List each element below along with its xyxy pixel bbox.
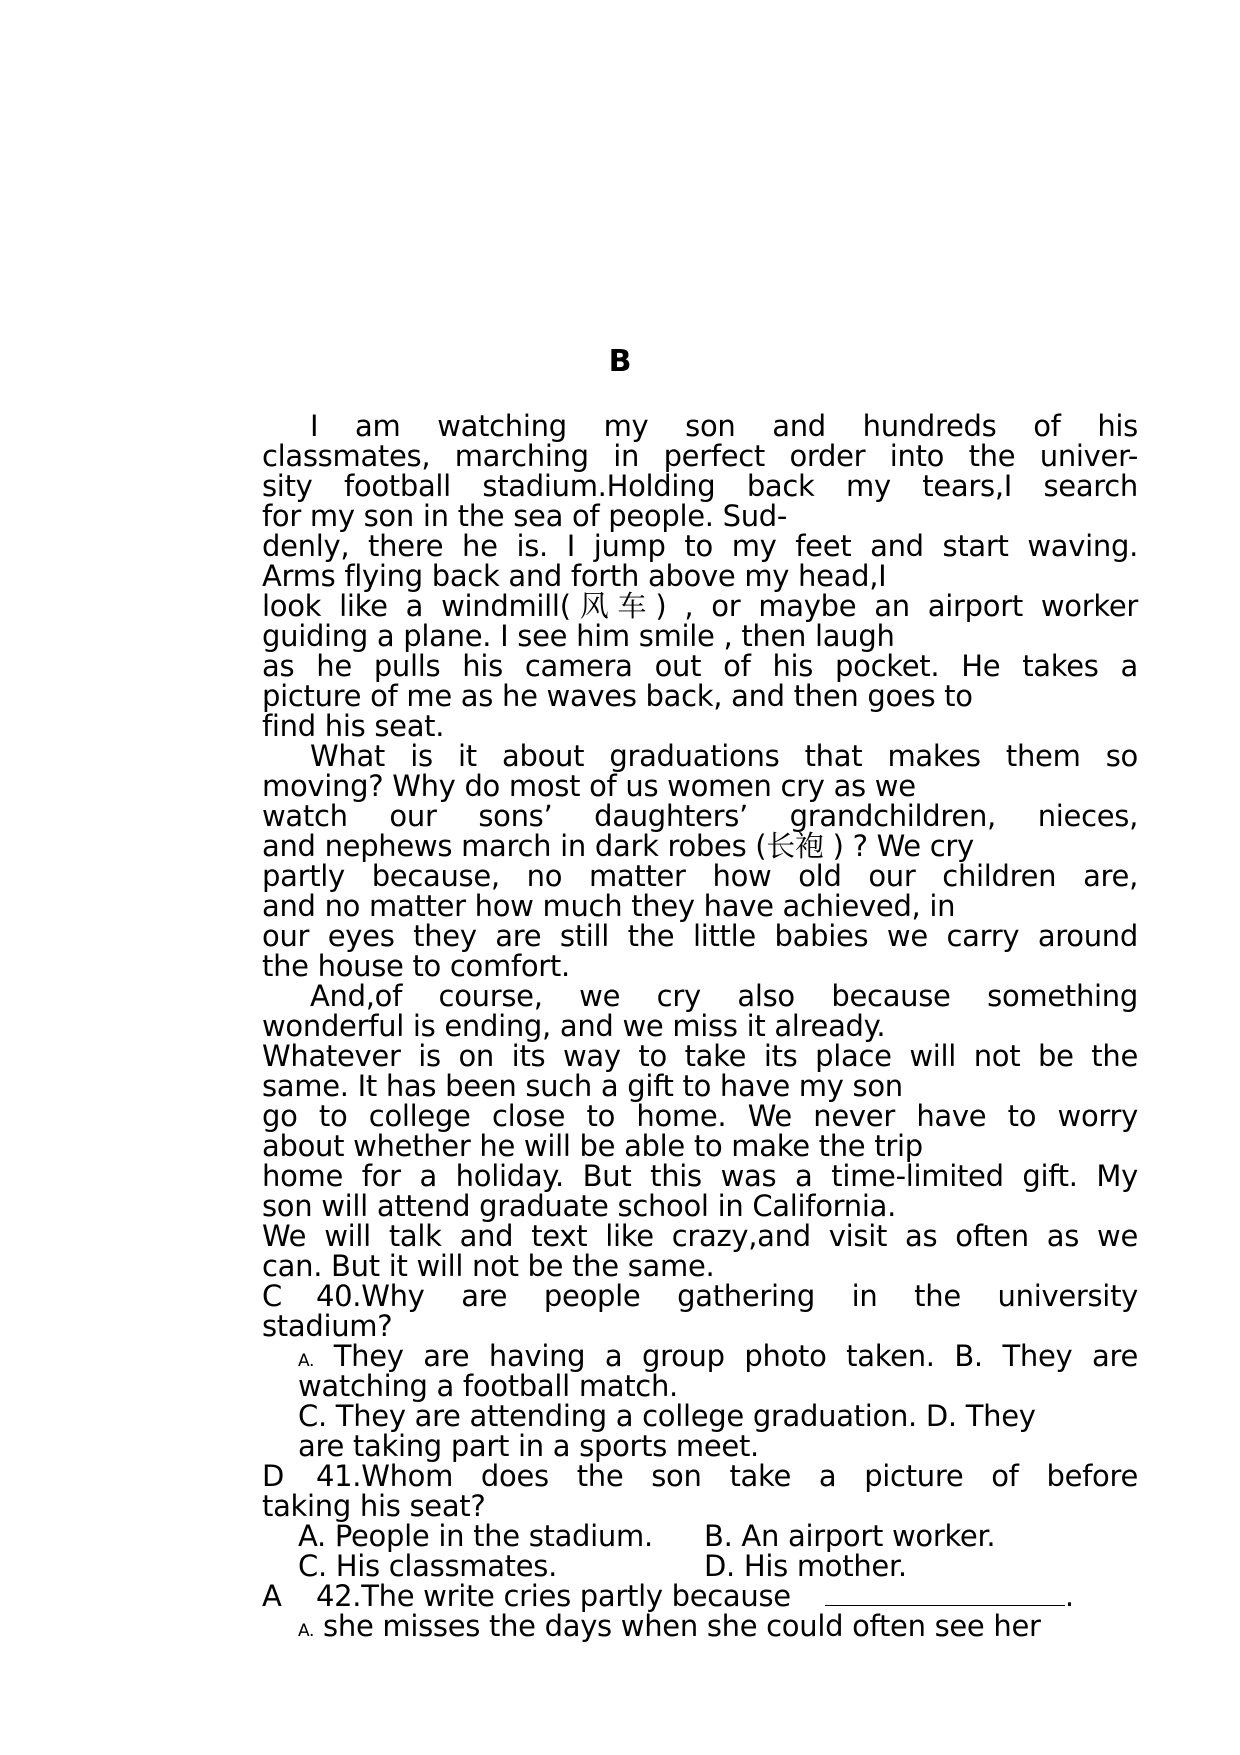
passage-line: guiding a plane. I see him smile , then laugh [262,619,895,653]
question-41-stem-cont: taking his seat? [262,1489,486,1523]
passage-line: moving? Why do most of us women cry as we [262,769,916,803]
passage-line: sity football stadium.Holding back my tears,I search [262,469,1138,503]
passage-line: as he pulls his camera out of his pocket. He takes a [262,649,1138,683]
passage-line: same. It has been such a gift to have my son [262,1069,903,1103]
option-text: she misses the days when she could often see her [314,1609,1041,1643]
passage-line: home for a holiday. But this was a time-limited gift. My [262,1159,1138,1193]
passage-line: and no matter how much they have achieved, in [262,889,956,923]
question-41-stem [262,1461,1138,1491]
passage-line: go to college close to home. We never have to worry [262,1099,1138,1133]
question-41-option-b: B. An airport worker. [704,1519,996,1553]
passage-line: look like a windmill(风车) , or maybe an airport worker [262,589,1138,623]
passage-line: And,of course, we cry also because something [310,979,1138,1013]
passage-line: our eyes they are still the little babies we carry around [262,919,1138,953]
question-40-answer: C [262,1279,282,1313]
passage-line: partly because, no matter how old our children are, [262,859,1138,893]
question-42-stem [262,1581,1138,1611]
question-41-answer: D [262,1459,285,1493]
passage-line: denly, there he is. I jump to my feet and start waving. [262,529,1138,563]
question-40-option-a [262,1341,1138,1371]
question-41-stem-text: 41.Whom does the son take a picture of before [316,1459,1138,1493]
passage-line: Arms flying back and forth above my head,I [262,559,887,593]
question-41-options-cd [262,1551,1138,1581]
passage-line: about whether he will be able to make the trip [262,1129,923,1163]
option-label: A. [298,1351,315,1371]
section-heading: B [608,344,632,379]
question-42-stem-text: 42.The write cries partly because [316,1579,791,1613]
option-label: A. [298,1621,315,1641]
question-42-option-a [262,1611,1138,1641]
passage-line: son will attend graduate school in California. [262,1189,896,1223]
question-40-option-c-cont: are taking part in a sports meet. [298,1429,759,1463]
question-41-option-c: C. His classmates. [298,1549,558,1583]
passage-line: can. But it will not be the same. [262,1249,715,1283]
passage-line: What is it about graduations that makes them so [310,739,1138,773]
passage-line: watch our sons’ daughters’ grandchildren, nieces, [262,799,1138,833]
reading-passage [262,411,1138,1641]
question-40-option-a-cont: watching a football match. [298,1369,678,1403]
question-42-answer: A [262,1579,282,1613]
passage-line: I am watching my son and hundreds of his [310,409,1138,443]
passage-line: for my son in the sea of people. Sud- [262,499,788,533]
passage-line: We will talk and text like crazy,and visit as often as we [262,1219,1138,1253]
passage-line: find his seat. [262,709,445,743]
option-text: They are having a group photo taken. B. They are [314,1339,1138,1373]
question-41-option-d: D. His mother. [704,1549,907,1583]
question-40-stem-text: 40.Why are people gathering in the university [316,1279,1138,1313]
passage-line: Whatever is on its way to take its place will not be the [262,1039,1138,1073]
question-42-stem-end: . [1064,1579,1074,1613]
question-40-stem [262,1281,1138,1311]
question-40-stem-cont: stadium? [262,1309,393,1343]
passage-line: classmates, marching in perfect order into the univer- [262,439,1138,473]
question-41-options-ab [262,1521,1138,1551]
passage-line: wonderful is ending, and we miss it already. [262,1009,886,1043]
question-40-option-c: C. They are attending a college graduation. D. They [298,1399,1036,1433]
answer-blank [825,1583,1065,1606]
passage-line: the house to comfort. [262,949,570,983]
passage-line: picture of me as he waves back, and then goes to [262,679,973,713]
passage-line: and nephews march in dark robes (长袍 ) ? We cry [262,829,974,863]
question-41-option-a: A. People in the stadium. [298,1519,653,1553]
